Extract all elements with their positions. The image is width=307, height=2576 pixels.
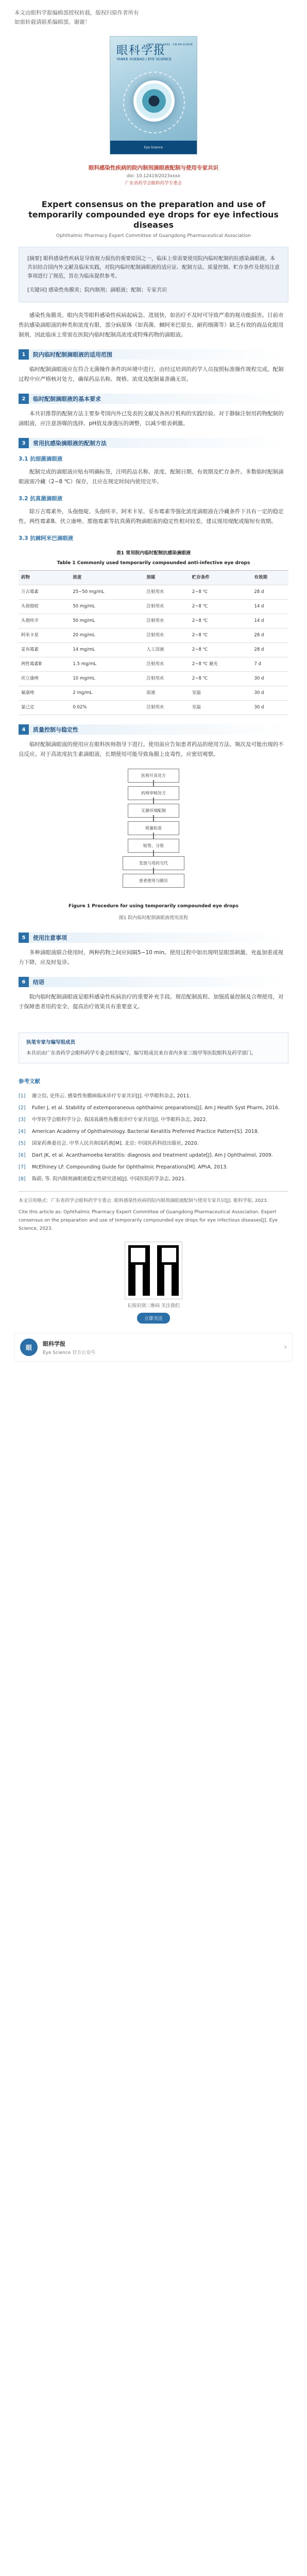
account-card[interactable]: [14, 1333, 293, 1362]
contributors-box: [19, 1032, 288, 1063]
flow-arrow: [153, 833, 154, 839]
section-header-4: [19, 724, 288, 735]
reference-item: [19, 1151, 288, 1160]
intro-block: [0, 0, 307, 31]
section-header-6: [19, 977, 288, 987]
table-cell: 2~8 ℃: [190, 672, 252, 686]
qr-caption: 长按识别二维码 关注我们: [127, 1303, 180, 1309]
table-row: [19, 629, 288, 643]
flow-box: 患者使用与随访: [123, 874, 184, 888]
section-number: 6: [19, 977, 29, 987]
table-cell: 2~8 ℃: [190, 585, 252, 600]
table-cell: 氟康唑: [19, 686, 70, 701]
flow-box: 发放与用药交代: [123, 856, 184, 870]
paragraph: 本共识推荐的配制方法主要参考国内外已发表的文献及各医疗机构的实践经验。对于静脉注射用药物配制的滴眼液，应注意溶媒的选择、pH值及渗透压的调整，以减少眼表刺激。: [19, 411, 284, 427]
abstract-text: [摘要] 眼科感染性疾病是导致视力损伤的重要原因之一，临床上常需要使用院内临时配制的抗感染滴眼液。本共识结合国内外文献及临床实践，对院内临时配制滴眼液的适应证、配制方法、质量控制、贮存条件及使用注意事项进行了规范，旨在为临床提供参考。: [27, 256, 280, 279]
cover-eye-illustration: [133, 80, 175, 122]
table-cell: 14 d: [251, 600, 288, 614]
reference-item: [19, 1163, 288, 1172]
table-cell: 室温: [190, 701, 252, 715]
section-title: 质量控制与稳定性: [33, 726, 78, 733]
reference-number: [7]: [19, 1164, 26, 1170]
citation-note: [19, 1191, 288, 1233]
reference-item: [19, 1104, 288, 1113]
cover-container: [0, 31, 307, 158]
table-cell: 7 d: [251, 657, 288, 672]
reference-text: American Academy of Ophthalmology. Bacterial Keratitis Preferred Practice Pattern[S]. 2018.: [32, 1129, 259, 1134]
flow-arrow: [153, 815, 154, 821]
cover-issn: ISSN 1000-4432 · CN 44-1131/R: [147, 43, 193, 46]
reference-item: [19, 1115, 288, 1125]
article-title-en: Expert consensus on the preparation and use of temporarily compounded eye drops for eye infectious diseases: [28, 199, 279, 230]
table-cell: 25~50 mg/mL: [70, 585, 144, 600]
table-caption-cn: 表1 常用院内临时配制抗感染滴眼液: [116, 551, 191, 556]
chevron-right-icon: ›: [284, 1343, 287, 1351]
table-cell: 万古霉素: [19, 585, 70, 600]
flow-arrow: [153, 780, 154, 786]
table-cell: 头孢他啶: [19, 600, 70, 614]
table-cell: 2~8 ℃ 避光: [190, 657, 252, 672]
flow-box: 药师审核处方: [128, 786, 179, 800]
flow-arrow: [153, 798, 154, 804]
table-caption-en: Table 1 Commonly used temporarily compounded anti-infective eye drops: [57, 561, 250, 566]
table-header-row: [19, 571, 288, 585]
table-cell: 注射用水: [144, 657, 190, 672]
article-title-cn: 眼科感染性疾病的院内制剂滴眼液配制与使用专家共识: [89, 165, 218, 171]
table-cell: 14 d: [251, 614, 288, 629]
reference-number: [1]: [19, 1093, 26, 1099]
table-cell: 两性霉素B: [19, 657, 70, 672]
table-cell: 2~8 ℃: [190, 643, 252, 657]
table-cell: 50 mg/mL: [70, 614, 144, 629]
table-row: [19, 686, 288, 701]
subsection-title: 3.3 抗棘阿米巴滴眼液: [19, 535, 74, 541]
paragraph: 多种滴眼液联合使用时，两种药物之间应间隔5~10 min。使用过程中如出现明显眼部刺激、充血加重或视力下降，应及时复诊。: [19, 950, 283, 965]
reference-item: [19, 1139, 288, 1148]
table-cell: 注射用水: [144, 672, 190, 686]
table-cell: 30 d: [251, 701, 288, 715]
table-cell: 28 d: [251, 629, 288, 643]
abstract-box: [19, 247, 288, 302]
table-cell: 28 d: [251, 643, 288, 657]
account-name: 眼科学报: [43, 1340, 65, 1347]
table-row: [19, 585, 288, 600]
article-org: 广东省药学会眼科药学专委会: [125, 181, 182, 186]
paragraph: 临时配制滴眼液的使用应在眼科医师指导下进行。使用前应告知患者药品的使用方法、频次及可能出现的不良反应。对于高浓度抗生素滴眼液，长期使用可能导致角膜上皮毒性，应密切观察。: [19, 741, 284, 757]
table-header: 浓度: [70, 571, 144, 585]
section-title: 常用抗感染滴眼液的配制方法: [33, 439, 107, 447]
process-flowchart: [56, 769, 251, 892]
table-cell: 注射用水: [144, 701, 190, 715]
table-row: [19, 614, 288, 629]
contributors-text: 本共识由广东省药学会眼科药学专委会组织编写，编写组成员来自省内多家三级甲等医院眼科及药学部门。: [26, 1050, 257, 1056]
table-header: 溶媒: [144, 571, 190, 585]
table-row: [19, 643, 288, 657]
section-title: 院内临时配制滴眼液的适用范围: [33, 351, 112, 358]
contributors-label: 执笔专家与编写组成员: [26, 1040, 76, 1045]
paragraph: 配制完成的滴眼液应贴有明确标签，注明药品名称、浓度、配制日期、有效期及贮存条件。多数临时配制滴眼液需冷藏（2~8 ℃）保存，且应在规定时间内使用完毕。: [19, 469, 284, 485]
references-header-wrap: [0, 1069, 307, 1092]
table-cell: 14 mg/mL: [70, 643, 144, 657]
section-number: 3: [19, 438, 29, 448]
subsection-title: 3.2 抗真菌滴眼液: [19, 496, 63, 502]
figure-caption-cn: 图1 院内临时配制滴眼液使用流程: [118, 916, 189, 921]
table-cell: 注射用水: [144, 614, 190, 629]
reference-number: [8]: [19, 1176, 26, 1182]
journal-cover-image: [110, 36, 197, 155]
table-cell: 妥布霉素: [19, 643, 70, 657]
reference-text: 陈蔚, 等. 院内制剂滴眼液稳定性研究进展[J]. 中国医院药学杂志, 2021.: [32, 1176, 186, 1182]
cover-band: Eye Science: [110, 141, 197, 154]
table-row: [19, 672, 288, 686]
table-cell: 原液: [144, 686, 190, 701]
avatar: 眼: [20, 1338, 38, 1356]
reference-item: [19, 1092, 288, 1101]
flow-arrow: [153, 868, 154, 874]
table-cell: 2~8 ℃: [190, 600, 252, 614]
paragraph: 院内临时配制滴眼液是眼科感染性疾病治疗的重要补充手段。规范配制流程、加强质量控制及合理使用，对于保障患者用药安全、提高治疗效果具有重要意义。: [19, 994, 284, 1010]
table-row: [19, 701, 288, 715]
reference-text: McElhiney LF. Compounding Guide for Ophthalmic Preparations[M]. APhA, 2013.: [32, 1164, 228, 1170]
table-cell: 20 mg/mL: [70, 629, 144, 643]
intro-line-2: 如需转载请联系编辑部，谢谢！: [14, 19, 90, 25]
references-title: 参考文献: [19, 1078, 40, 1084]
table-cell: 注射用水: [144, 600, 190, 614]
flow-box: 贴签、分装: [128, 839, 179, 853]
section-number: 5: [19, 933, 29, 943]
reference-number: [4]: [19, 1129, 26, 1134]
table-caption: [19, 549, 288, 568]
follow-button[interactable]: 立即关注: [137, 1313, 170, 1324]
reference-text: 谢立信, 史伟云. 感染性角膜病临床诊疗专家共识[J]. 中华眼科杂志, 2011.: [32, 1093, 191, 1099]
table-cell: 1.5 mg/mL: [70, 657, 144, 672]
reference-number: [5]: [19, 1141, 26, 1146]
article-author-en: Ophthalmic Pharmacy Expert Committee of Guangdong Pharmaceutical Association: [56, 233, 251, 239]
table-cell: 氯己定: [19, 701, 70, 715]
table-header: 有效期: [251, 571, 288, 585]
flow-arrow: [153, 850, 154, 856]
flow-box: 医师开具处方: [128, 769, 179, 783]
article-doi[interactable]: doi: 10.12419/2023xxxx: [127, 174, 180, 179]
table-cell: 10 mg/mL: [70, 672, 144, 686]
table-row: [19, 600, 288, 614]
section-header-3: [19, 438, 288, 448]
citation-cn: 本文引用格式：广东省药学会眼科药学专委会. 眼科感染性疾病的院内制剂滴眼液配制与使用专家共识[J]. 眼科学报, 2023.: [19, 1198, 268, 1204]
subsection-title: 3.1 抗细菌滴眼液: [19, 456, 63, 462]
article-body: [0, 302, 307, 1027]
account-info: [43, 1340, 95, 1355]
section-number: 4: [19, 724, 29, 735]
abstract-keywords: [关键词] 感染性角膜炎；院内制剂；滴眼液；配制；专家共识: [27, 287, 167, 293]
flow-box: 质量检查: [128, 821, 179, 835]
table-body: [19, 585, 288, 715]
table-cell: 2 mg/mL: [70, 686, 144, 701]
table-cell: 人工泪液: [144, 643, 190, 657]
table-header: 药物: [19, 571, 70, 585]
drug-table: [19, 549, 288, 715]
table-cell: 注射用水: [144, 629, 190, 643]
table-cell: 头孢呋辛: [19, 614, 70, 629]
table-cell: 50 mg/mL: [70, 600, 144, 614]
qr-code-image[interactable]: [125, 1242, 182, 1299]
reference-item: [19, 1175, 288, 1184]
figure-caption-en: Figure 1 Procedure for using temporarily compounded eye drops: [69, 904, 238, 909]
references-list: [0, 1092, 307, 1184]
section-title: 临时配制滴眼液的基本要求: [33, 395, 101, 402]
table-cell: 伏立康唑: [19, 672, 70, 686]
intro-line-1: 本文由眼科学报编辑部授权转载，版权归原作者所有: [14, 10, 139, 16]
section-number: 1: [19, 349, 29, 360]
reference-item: [19, 1127, 288, 1137]
citation-en: Cite this article as: Ophthalmic Pharmacy Expert Committee of Guangdong Pharmaceutical Association. Expert consensus on the preparation and use of temporarily compounded eye drops for eye infectious diseases[J]. Eye Science, 2023.: [19, 1210, 278, 1231]
reference-text: Dart JK, et al. Acanthamoeba keratitis: diagnosis and treatment update[J]. Am J Ophthalmol, 2009.: [32, 1153, 273, 1158]
cover-brand: 眼科学报: [116, 44, 166, 57]
table-row: [19, 657, 288, 672]
table-cell: 室温: [190, 686, 252, 701]
qr-section: [0, 1242, 307, 1324]
reference-number: [2]: [19, 1105, 26, 1111]
table-header: 贮存条件: [190, 571, 252, 585]
table-cell: 2~8 ℃: [190, 614, 252, 629]
table-cell: 28 d: [251, 585, 288, 600]
reference-text: 中华医学会眼科学分会. 我国真菌性角膜炎诊疗专家共识[J]. 中华眼科杂志, 2022.: [32, 1117, 208, 1123]
cover-brand-en: YANKE XUEBAO / EYE SCIENCE: [116, 57, 172, 61]
paragraph: 临时配制滴眼液应在符合无菌操作条件的环境中进行，由经过培训的药学人员按照标准操作规程完成。配制过程中应严格核对处方，确保药品名称、规格、浓度及配制量准确无误。: [19, 366, 284, 382]
section-number: 2: [19, 394, 29, 404]
table-cell: 30 d: [251, 672, 288, 686]
flow-box: 无菌环境配制: [128, 804, 179, 818]
account-desc: Eye Science 官方公众号: [43, 1350, 96, 1355]
paragraph: 除万古霉素外，头孢他啶、头孢呋辛、阿米卡星、妥布霉素等强化浓度滴眼液在冷藏条件下具有一定的稳定性。两性霉素B、伏立康唑、那他霉素等抗真菌药物滴眼液的稳定性相对较差，建议现用现配或缩短有效期。: [19, 509, 284, 524]
table-cell: 30 d: [251, 686, 288, 701]
reference-number: [6]: [19, 1153, 26, 1158]
table-cell: 阿米卡星: [19, 629, 70, 643]
table-cell: 2~8 ℃: [190, 629, 252, 643]
section-header-2: [19, 394, 288, 404]
table-cell: 注射用水: [144, 585, 190, 600]
paragraph: 感染性角膜炎、眼内炎等眼科感染性疾病起病急、进展快，如治疗不及时可导致严重的视功能损害。目前市售抗感染滴眼液的种类和浓度有限，部分病原体（如真菌、棘阿米巴原虫、耐药细菌等）缺乏有效的商品化眼用制剂，因此临床上常需在医院内临时配制高浓度或特殊药物的滴眼液。: [19, 312, 284, 338]
section-title: 使用注意事项: [33, 934, 67, 941]
reference-text: Fuller J, et al. Stability of extemporaneous ophthalmic preparations[J]. Am J Health Syst Pharm, 2016.: [32, 1105, 280, 1111]
section-header-1: [19, 349, 288, 360]
reference-number: [3]: [19, 1117, 26, 1123]
table-cell: 0.02%: [70, 701, 144, 715]
reference-text: 国家药典委员会. 中华人民共和国药典[M]. 北京: 中国医药科技出版社, 2020.: [32, 1141, 199, 1146]
section-header-5: [19, 933, 288, 943]
section-title: 结语: [33, 978, 44, 986]
